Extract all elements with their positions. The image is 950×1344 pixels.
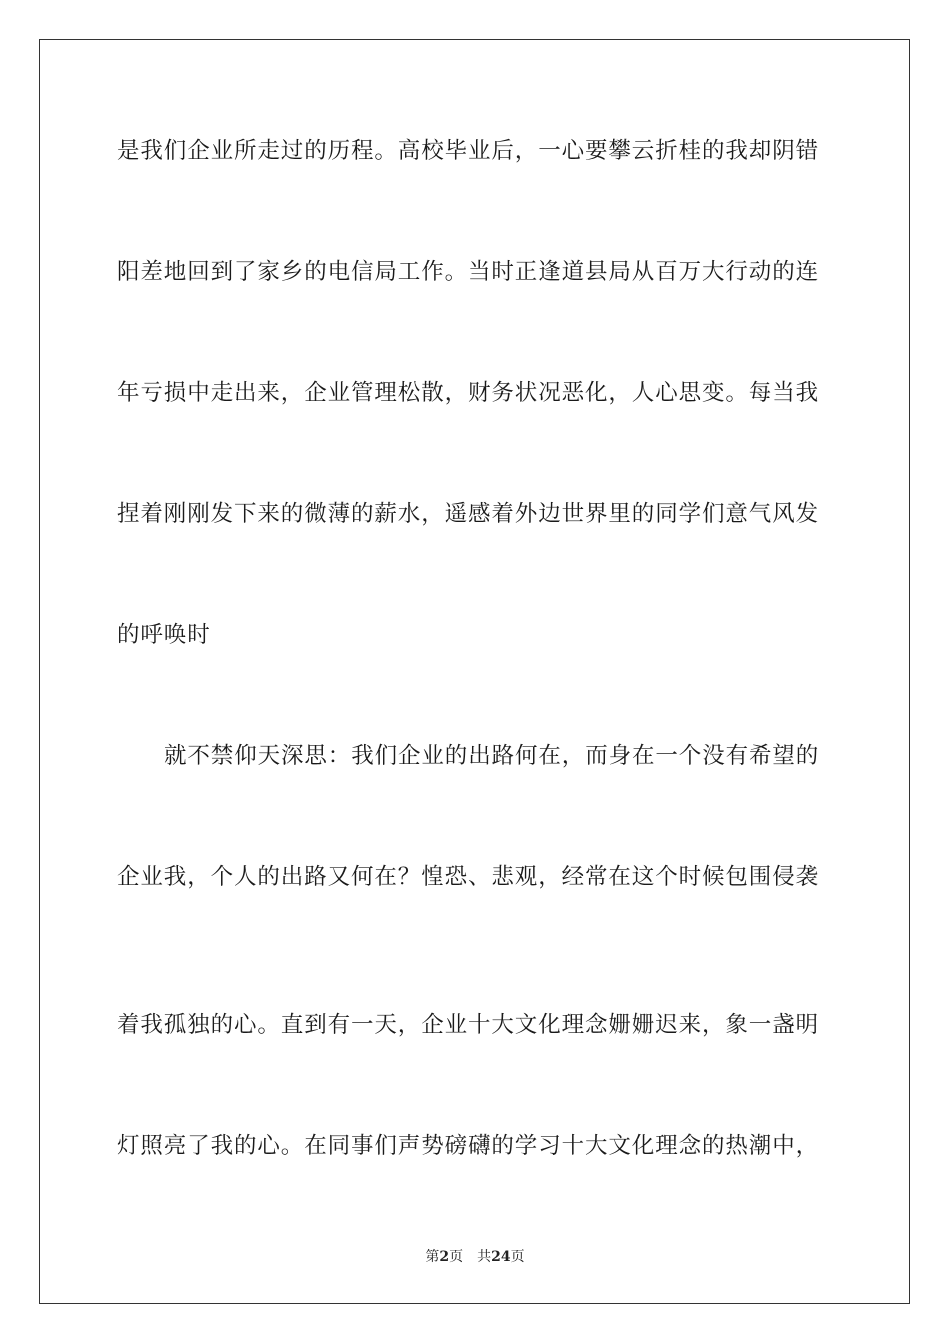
total-suffix: 页	[510, 1249, 525, 1265]
text-line: 年亏损中走出来，企业管理松散，财务状况恶化，人心思变。每当我	[117, 380, 820, 406]
total-prefix: 共	[477, 1249, 492, 1265]
text-line: 阳差地回到了家乡的电信局工作。当时正逢道县局从百万大行动的连	[117, 259, 820, 285]
text-line: 捏着刚刚发下来的微薄的薪水，遥感着外边世界里的同学们意气风发	[117, 501, 820, 527]
text-line: 的呼唤时	[117, 622, 211, 648]
page-prefix: 第	[425, 1249, 440, 1265]
page-border	[39, 39, 910, 1304]
text-line: 着我孤独的心。直到有一天，企业十大文化理念姗姗迟来，象一盏明	[117, 1012, 820, 1038]
text-line: 是我们企业所走过的历程。高校毕业后，一心要攀云折桂的我却阴错	[117, 138, 820, 164]
total-pages: 24	[491, 1249, 511, 1265]
page-number: 2	[439, 1249, 450, 1265]
page-footer	[0, 1248, 950, 1266]
text-line: 灯照亮了我的心。在同事们声势磅礴的学习十大文化理念的热潮中，	[117, 1133, 820, 1159]
text-line: 企业我，个人的出路又何在？惶恐、悲观，经常在这个时候包围侵袭	[117, 864, 820, 890]
page-suffix: 页	[449, 1249, 464, 1265]
paragraph-first-line: 就不禁仰天深思：我们企业的出路何在，而身在一个没有希望的	[164, 743, 820, 769]
